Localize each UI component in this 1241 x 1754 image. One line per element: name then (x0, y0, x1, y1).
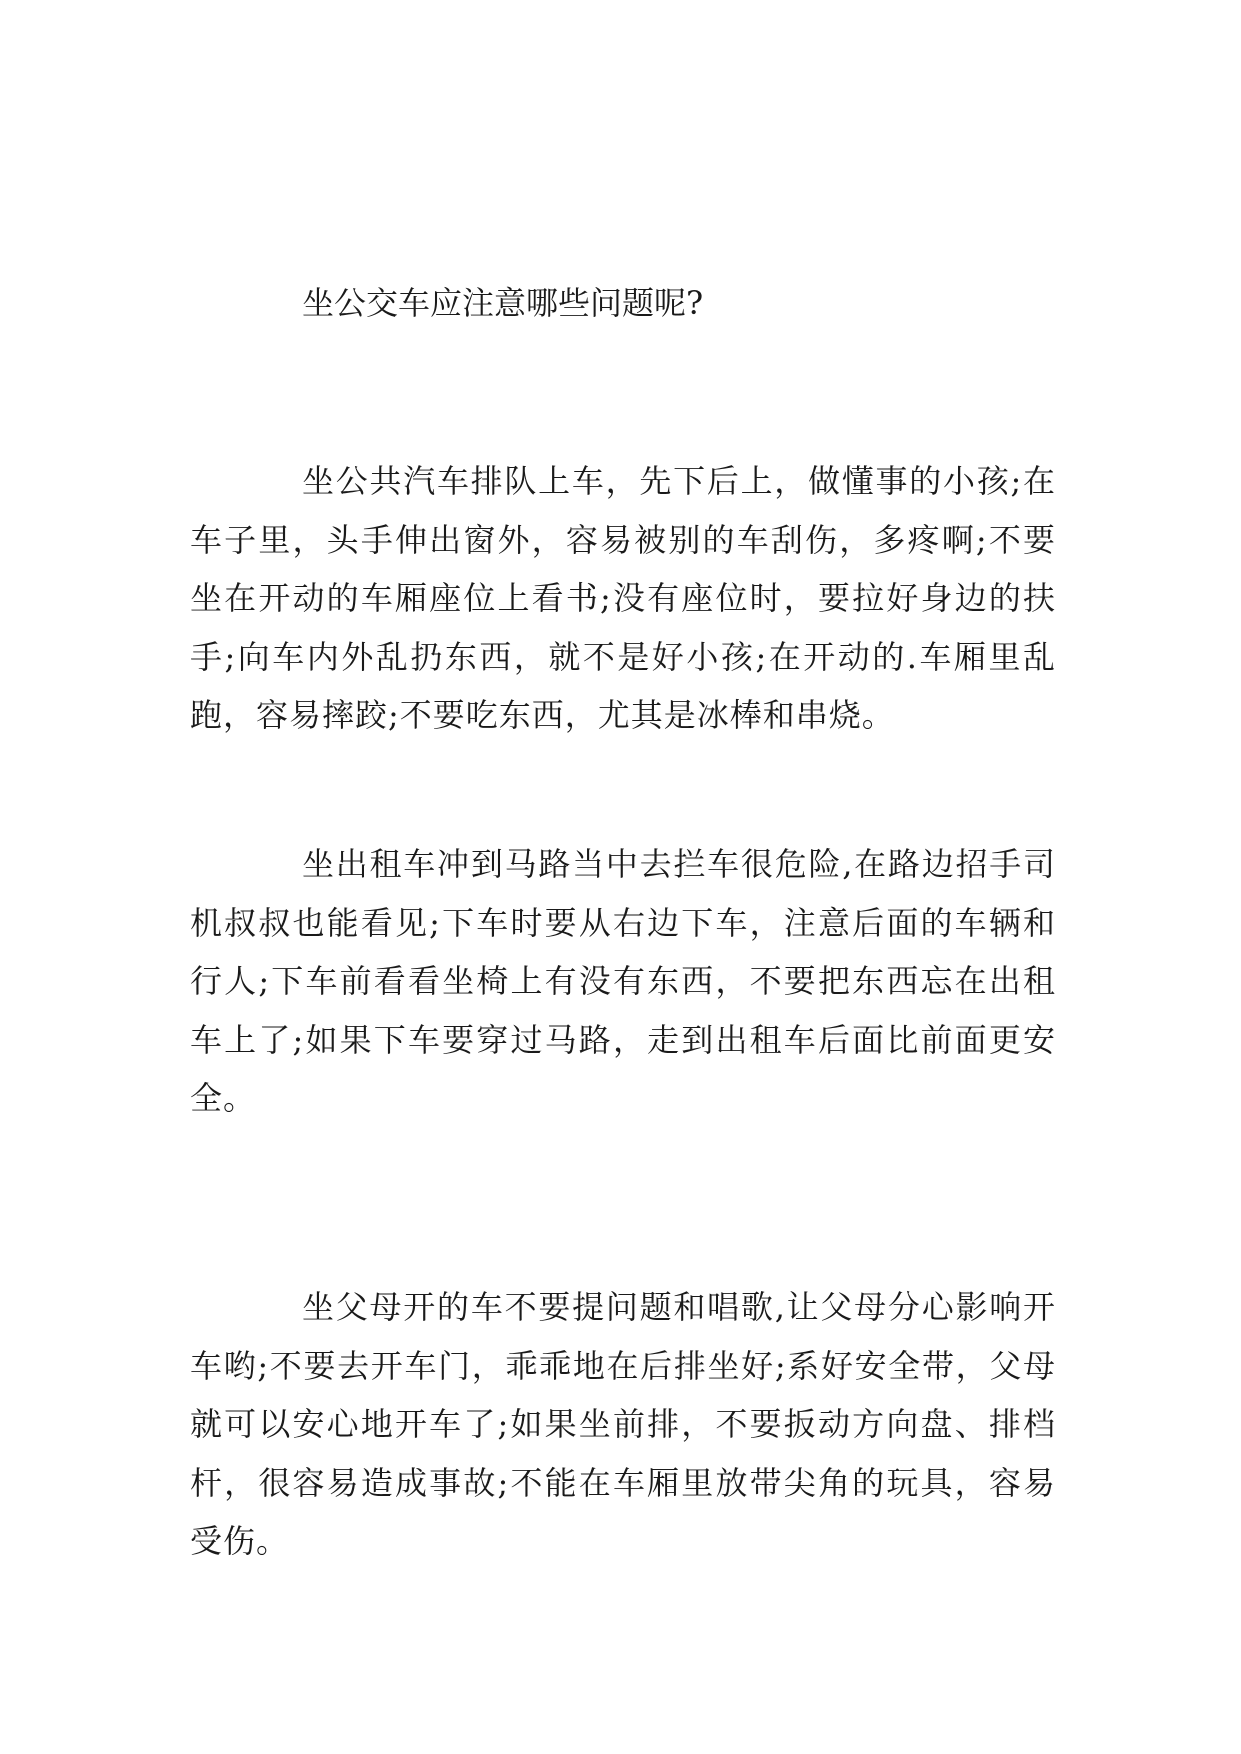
paragraph-taxi-safety: 坐出租车冲到马路当中去拦车很危险,在路边招手司机叔叔也能看见;下车时要从右边下车，注意后面的车辆和行人;下车前看看坐椅上有没有东西，不要把东西忘在出租车上了;如果下车要穿过马路，走到出租车后面比前面更安全。 (190, 845, 1056, 1117)
paragraph-bus-safety: 坐公共汽车排队上车，先下后上，做懂事的小孩;在车子里，头手伸出窗外，容易被别的车刮伤，多疼啊;不要坐在开动的车厢座位上看书;没有座位时，要拉好身边的扶手;向车内外乱扔东西，就不是好小孩;在开动的.车厢里乱跑，容易摔跤;不要吃东西，尤其是冰棒和串烧。 (190, 462, 1056, 734)
document-heading: 坐公交车应注意哪些问题呢? (302, 284, 704, 322)
paragraph-family-car-safety: 坐父母开的车不要提问题和唱歌,让父母分心影响开车哟;不要去开车门，乖乖地在后排坐好;系好安全带，父母就可以安心地开车了;如果坐前排，不要扳动方向盘、排档杆，很容易造成事故;不能在车厢里放带尖角的玩具，容易受伤。 (190, 1288, 1056, 1560)
